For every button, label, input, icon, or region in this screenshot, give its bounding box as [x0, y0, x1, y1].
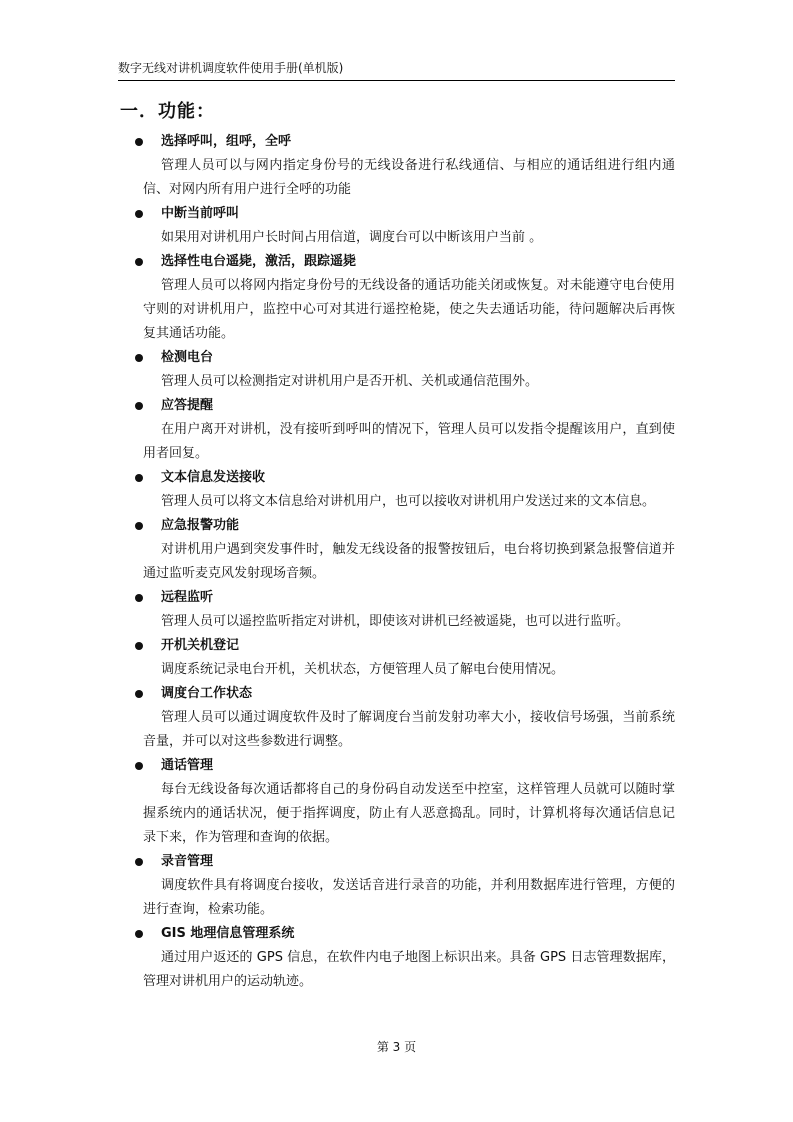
list-item	[135, 754, 675, 850]
bullet-icon	[135, 474, 143, 482]
item-title: 检测电台	[161, 350, 214, 365]
list-item	[135, 346, 675, 394]
bullet-icon	[135, 642, 143, 650]
item-heading	[135, 202, 675, 226]
item-heading	[135, 346, 675, 370]
item-title: 录音管理	[161, 854, 214, 869]
item-title: 远程监听	[161, 590, 214, 605]
item-heading	[135, 130, 675, 154]
list-item	[135, 850, 675, 922]
list-item	[135, 250, 675, 346]
item-description: 调度系统记录电台开机，关机状态，方便管理人员了解电台使用情况。	[161, 662, 565, 677]
list-item	[135, 394, 675, 466]
bullet-icon	[135, 594, 143, 602]
page-number: 第 3 页	[376, 1040, 417, 1054]
item-heading	[135, 466, 675, 490]
item-title: 调度台工作状态	[161, 686, 253, 701]
item-title: 通话管理	[161, 758, 214, 773]
item-title: 应急报警功能	[161, 518, 240, 533]
item-title: 中断当前呼叫	[161, 206, 240, 221]
item-heading	[135, 754, 675, 778]
item-title: 开机关机登记	[161, 638, 240, 653]
item-description: 通过用户返还的 GPS 信息，在软件内电子地图上标识出来。具备 GPS 日志管理数据库，管理对讲机用户的运动轨迹。	[143, 950, 675, 989]
feature-list	[135, 130, 675, 994]
section-title: 一．功能：	[120, 101, 215, 122]
list-item	[135, 922, 675, 994]
bullet-icon	[135, 930, 143, 938]
item-description: 管理人员可以通过调度软件及时了解调度台当前发射功率大小，接收信号场强，当前系统音量，并可以对这些参数进行调整。	[143, 710, 675, 749]
item-title: 选择呼叫，组呼，全呼	[161, 134, 292, 149]
bullet-icon	[135, 354, 143, 362]
list-item	[135, 682, 675, 754]
bullet-icon	[135, 138, 143, 146]
item-description: 每台无线设备每次通话都将自己的身份码自动发送至中控室，这样管理人员就可以随时掌握系统内的通话状况，便于指挥调度，防止有人恶意捣乱。同时，计算机将每次通话信息记录下来，作为管理和查询的依据。	[143, 782, 675, 845]
item-title: 文本信息发送接收	[161, 470, 266, 485]
item-description: 调度软件具有将调度台接收，发送话音进行录音的功能，并利用数据库进行管理，方便的进行查询，检索功能。	[143, 878, 675, 917]
page-header	[118, 60, 675, 81]
item-heading	[135, 250, 675, 274]
item-description: 管理人员可以检测指定对讲机用户是否开机、关机或通信范围外。	[161, 374, 539, 389]
item-description: 管理人员可以与网内指定身份号的无线设备进行私线通信、与相应的通话组进行组内通信、对网内所有用户进行全呼的功能	[143, 158, 675, 197]
list-item	[135, 130, 675, 202]
item-title: GIS 地理信息管理系统	[161, 926, 295, 941]
item-heading	[135, 634, 675, 658]
item-heading	[135, 514, 675, 538]
item-title: 应答提醒	[161, 398, 214, 413]
bullet-icon	[135, 402, 143, 410]
header-title: 数字无线对讲机调度软件使用手册(单机版)	[118, 61, 344, 75]
item-heading	[135, 586, 675, 610]
item-heading	[135, 922, 675, 946]
bullet-icon	[135, 522, 143, 530]
list-item	[135, 466, 675, 514]
bullet-icon	[135, 690, 143, 698]
list-item	[135, 634, 675, 682]
item-heading	[135, 682, 675, 706]
item-title: 选择性电台遥毙，激活，跟踪遥毙	[161, 254, 357, 269]
item-description: 对讲机用户遇到突发事件时，触发无线设备的报警按钮后，电台将切换到紧急报警信道并通过监听麦克风发射现场音频。	[143, 542, 675, 581]
bullet-icon	[135, 210, 143, 218]
item-description: 如果用对讲机用户长时间占用信道，调度台可以中断该用户当前 。	[161, 230, 543, 245]
list-item	[135, 514, 675, 586]
bullet-icon	[135, 258, 143, 266]
item-description: 在用户离开对讲机，没有接听到呼叫的情况下，管理人员可以发指令提醒该用户，直到使用者回复。	[143, 422, 675, 461]
bullet-icon	[135, 858, 143, 866]
item-heading	[135, 850, 675, 874]
item-heading	[135, 394, 675, 418]
item-description: 管理人员可以遥控监听指定对讲机，即使该对讲机已经被遥毙，也可以进行监听。	[161, 614, 630, 629]
list-item	[135, 202, 675, 250]
item-description: 管理人员可以将文本信息给对讲机用户，也可以接收对讲机用户发送过来的文本信息。	[161, 494, 656, 509]
list-item	[135, 586, 675, 634]
item-description: 管理人员可以将网内指定身份号的无线设备的通话功能关闭或恢复。对未能遵守电台使用守则的对讲机用户，监控中心可对其进行遥控枪毙，使之失去通话功能，待问题解决后再恢复其通话功能。	[143, 278, 675, 341]
bullet-icon	[135, 762, 143, 770]
